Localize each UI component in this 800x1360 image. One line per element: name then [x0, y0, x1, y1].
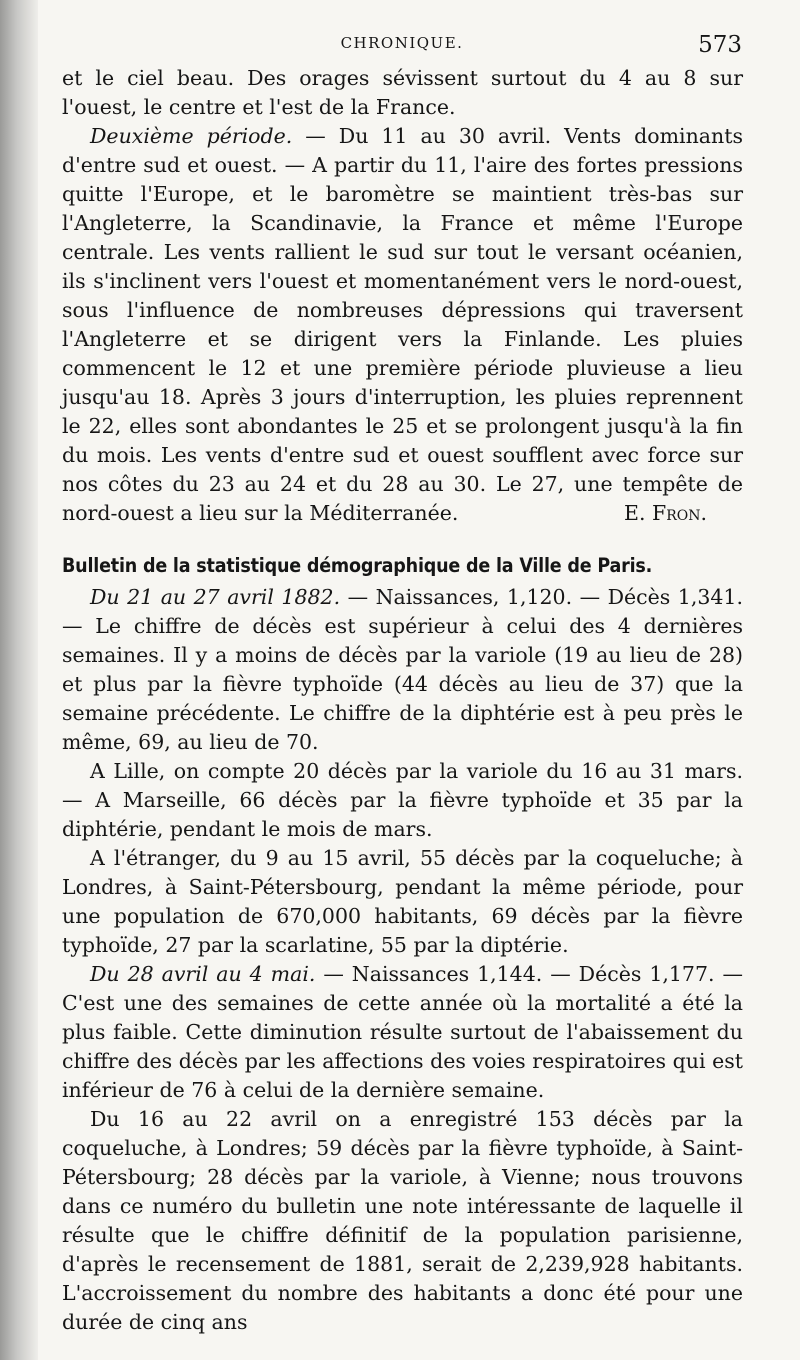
paragraph-continuation: et le ciel beau. Des orages sévissent surtout du 4 au 8 sur l'ouest, le centre et l'est de la France. — [62, 66, 743, 119]
paragraph-text: — Naissances 1,144. — Décès 1,177. — C'est une des semaines de cette année où la mortalité a été la plus faible. Cette diminution résulte surtout de l'abaissement du chiffre des décès par les affections des voies respiratoires qui est inférieur de 76 à celui de la dernière semaine. — [62, 962, 743, 1102]
period-label: Deuxième période. — [90, 124, 293, 148]
binding-gutter-shadow — [0, 0, 38, 1360]
date-range-label: Du 21 au 27 avril 1882. — [90, 585, 341, 609]
page-header — [62, 34, 742, 64]
paragraph-second-period — [62, 122, 743, 528]
paragraph-week-2 — [62, 960, 743, 1105]
date-range-label: Du 28 avril au 4 mai. — [90, 962, 316, 986]
author-signature: E. Fron. — [623, 501, 707, 525]
page-body — [62, 64, 743, 1337]
paragraph-lille-marseille: A Lille, on compte 20 décès par la variole du 16 au 31 mars. — A Marseille, 66 décès par la fièvre typhoïde et 35 par la diphtérie, pendant le mois de mars. — [62, 759, 743, 841]
paragraph-text: — Du 11 au 30 avril. Vents dominants d'entre sud et ouest. — A partir du 11, l'aire des fortes pressions quitte l'Europe, et le baromètre se maintient très-bas sur l'Angleterre, la Scandinavie, la France et même l'Europe centrale. Les vents rallient le sud sur tout le versant océanien, ils s'inclinent vers l'ouest et momentanément vers le nord-ouest, sous l'influence de nombreuses dépressions qui traversent l'Angleterre et se dirigent vers la Finlande. Les pluies commencent le 12 et une première période pluvieuse a lieu jusqu'au 18. Après 3 jours d'interruption, les pluies reprennent le 22, elles sont abondantes le 25 et se prolongent jusqu'à la fin du mois. Les vents d'entre sud et ouest soufflent avec force sur nos côtes du 23 au 24 et du 28 au 30. Le 27, une tempête de nord-ouest a lieu sur la Méditerranée. — [62, 124, 743, 525]
paragraph-population: Du 16 au 22 avril on a enregistré 153 décès par la coqueluche, à Londres; 59 décès par la fièvre typhoïde, à Saint-Pétersbourg; 28 décès par la variole, à Vienne; nous trouvons dans ce numéro du bulletin une note intéressante de laquelle il résulte que le chiffre définitif de la population parisienne, d'après le recensement de 1881, serait de 2,239,928 habitants. L'accroissement du nombre des habitants a donc été pour une durée de cinq ans — [62, 1107, 743, 1334]
paragraph-week-1 — [62, 583, 743, 757]
page-number: 573 — [698, 32, 742, 58]
section-title: Bulletin de la statistique démographique de la Ville de Paris. — [62, 554, 653, 577]
running-title: CHRONIQUE. — [340, 34, 464, 52]
paragraph-abroad: A l'étranger, du 9 au 15 avril, 55 décès par la coqueluche; à Londres, à Saint-Pétersbourg, pendant la même période, pour une population de 670,000 habitants, 69 décès par la fièvre typhoïde, 27 par la scarlatine, 55 par la diptérie. — [62, 846, 743, 957]
paragraph-text: — Naissances, 1,120. — Décès 1,341. — Le chiffre de décès est supérieur à celui des 4 dernières semaines. Il y a moins de décès par la variole (19 au lieu de 28) et plus par la fièvre typhoïde (44 décès au lieu de 37) que la semaine précédente. Le chiffre de la diphtérie est à peu près le même, 69, au lieu de 70. — [62, 585, 743, 754]
